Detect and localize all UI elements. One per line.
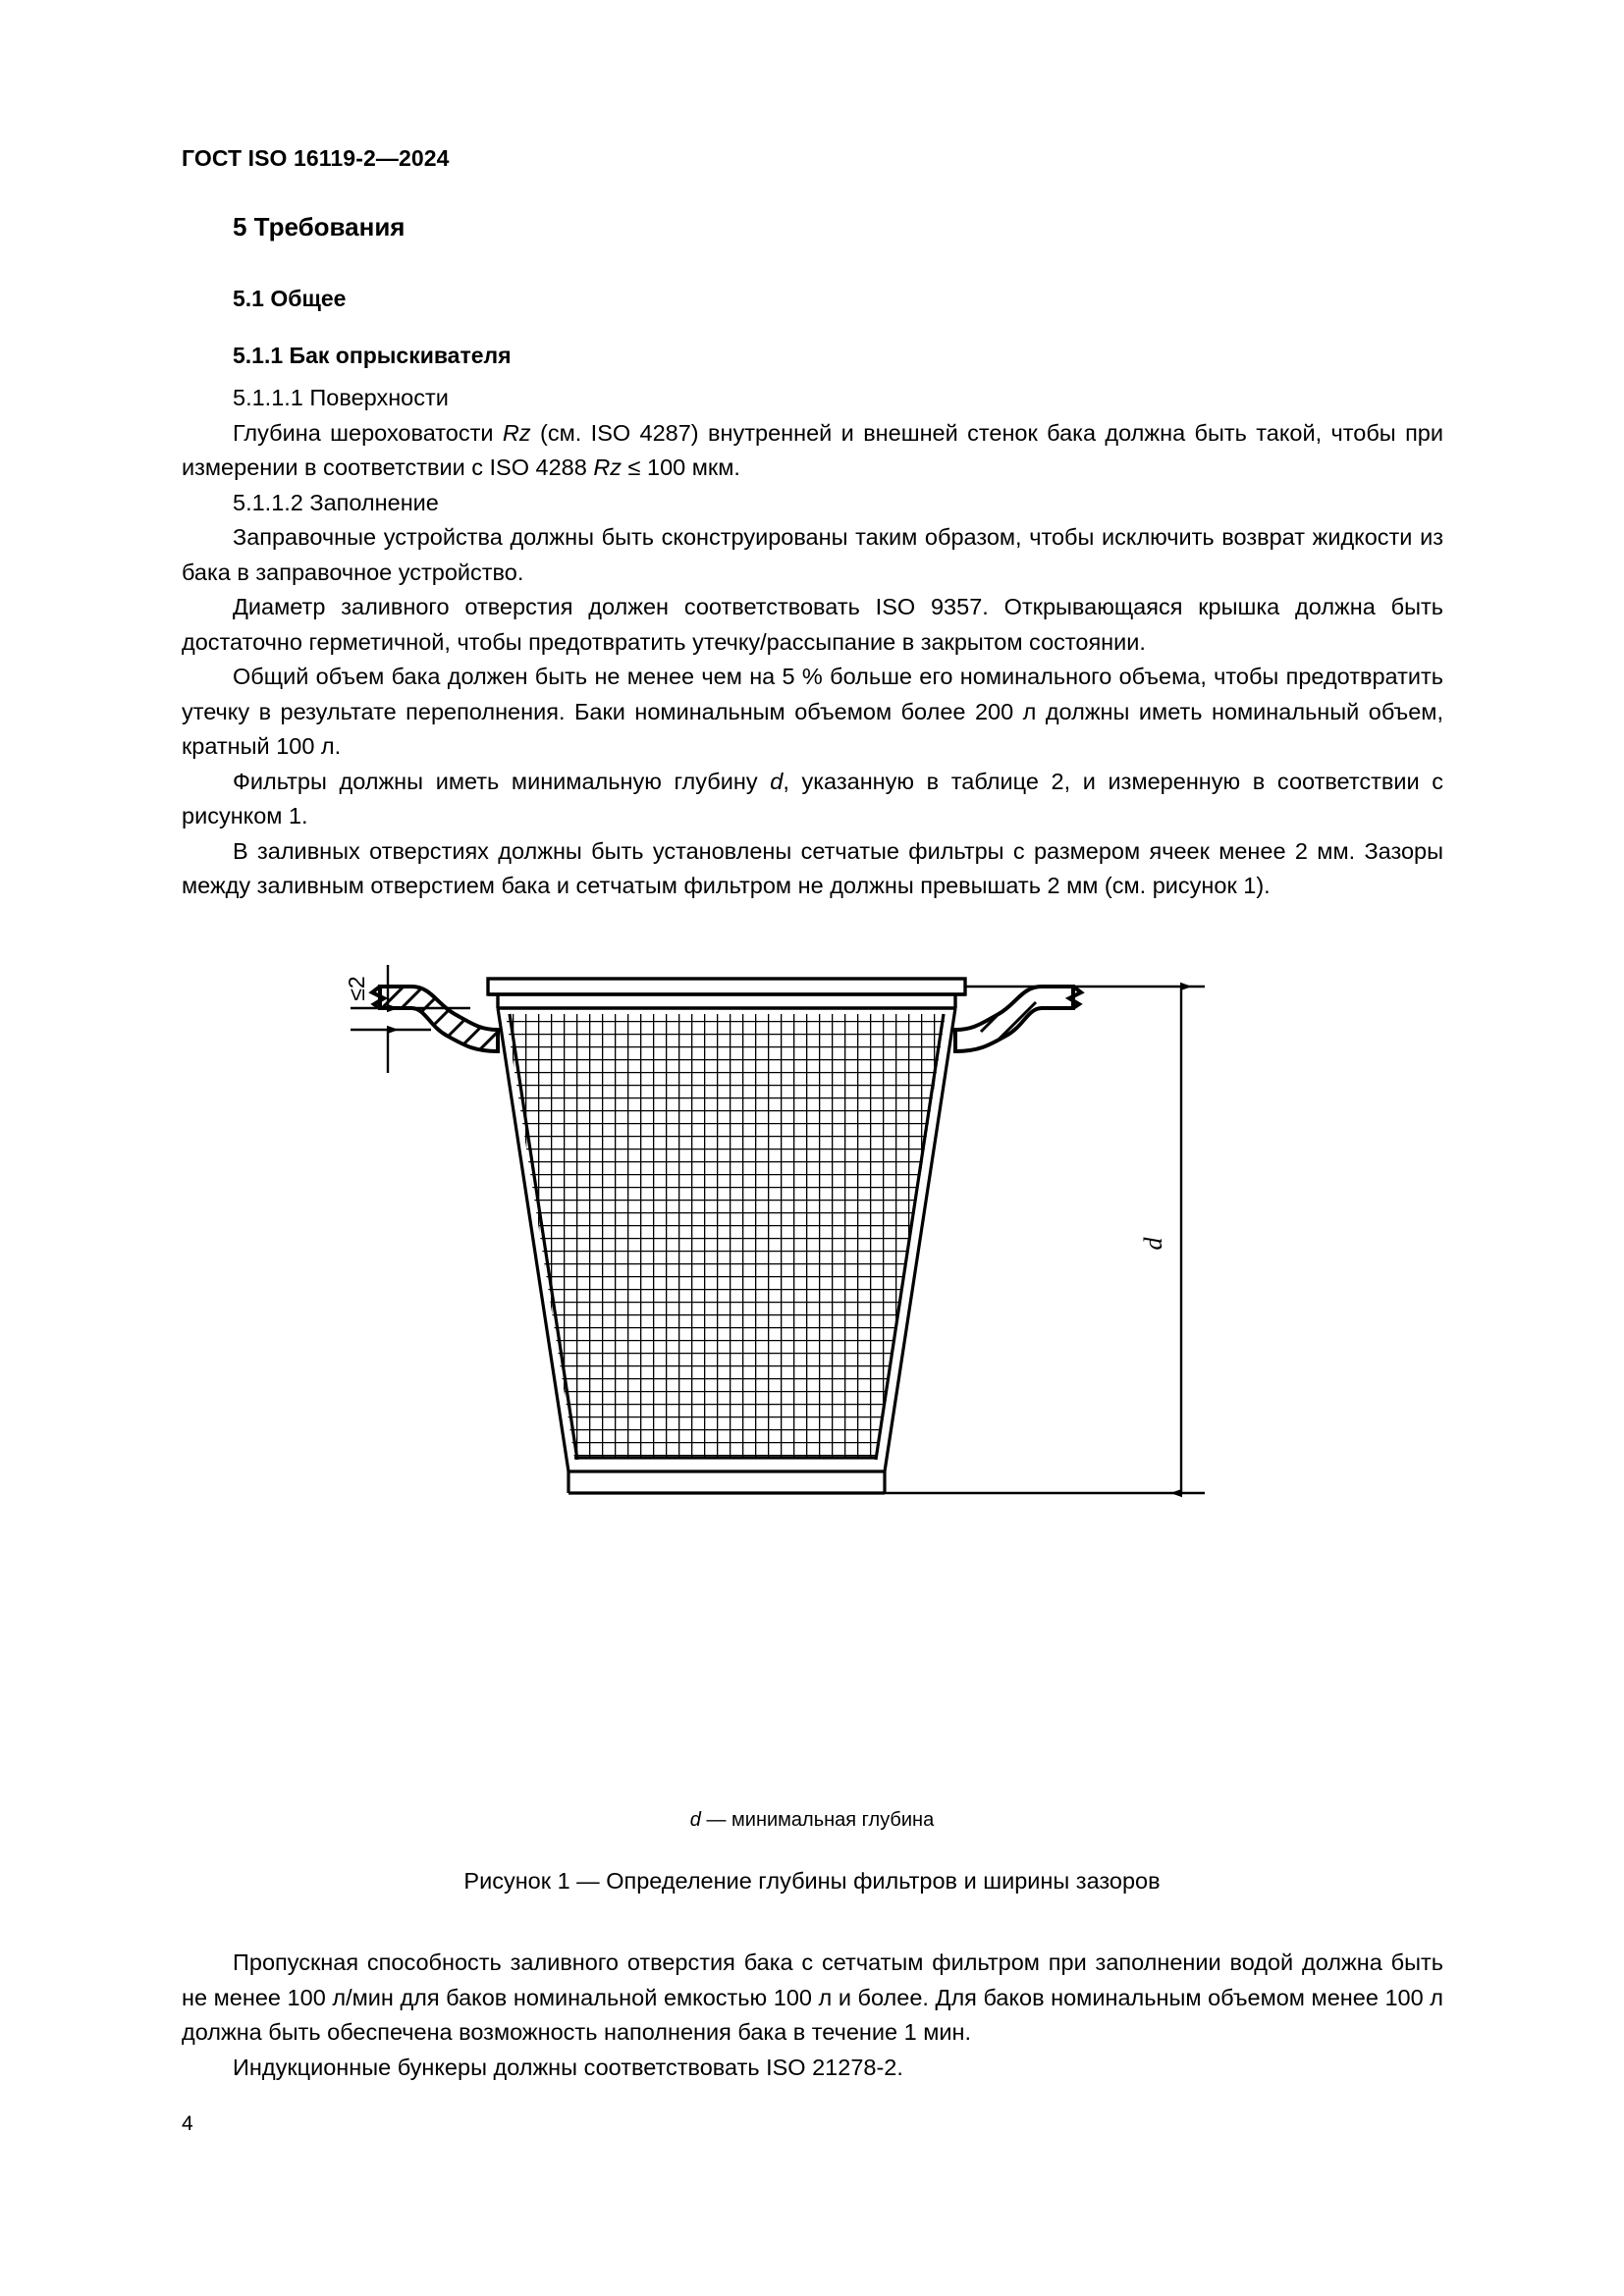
paragraph-surfaces (182, 416, 1443, 486)
running-header-standard-id: ГОСТ ISO 16119-2—2024 (182, 145, 450, 171)
paragraph-filter-depth-part-2: , указанную в таблице 2, и измеренную в соответствии с рисунком 1. (182, 768, 1443, 829)
paragraph-surfaces-part-2: (см. ISO 4287) внутренней и внешней стенок бака должна быть такой, чтобы при измерении в соответствии с ISO 4288 (182, 419, 1443, 481)
paragraph-filling-opening-diameter: Диаметр заливного отверстия должен соответствовать ISO 9357. Открывающаяся крышка должна быть достаточно герметичной, чтобы предотвратить утечку/рассыпание в закрытом состоянии. (182, 594, 1443, 655)
main-text-column-upper (182, 212, 1443, 904)
section-heading-5-1-1-1: 5.1.1.1 Поверхности (233, 385, 449, 411)
paragraph-surfaces-part-1: Глубина шероховатости (233, 419, 503, 446)
figure-key-dash: — (700, 1809, 732, 1831)
depth-dimension-label: d (1139, 1237, 1167, 1251)
main-text-column-lower (182, 1946, 1443, 2085)
paragraph-filter-depth-part-1: Фильтры должны иметь минимальную глубину (233, 768, 771, 794)
basket-bottom (568, 1458, 885, 1493)
paragraph-induction-hoppers: Индукционные бункеры должны соответствовать ISO 21278-2. (233, 2054, 903, 2080)
paragraph-flow-rate: Пропускная способность заливного отверстия бака с сетчатым фильтром при заполнении водой должна быть не менее 100 л/мин для баков номинальной емкостью 100 л и более. Для баков номинальным объемом менее 100 л должна быть обеспечена возможность наполнения бака в течение 1 мин. (182, 1949, 1443, 2045)
spacer (182, 313, 1443, 343)
symbol-d: d (770, 768, 784, 794)
paragraph-filling-devices: Заправочные устройства должны быть сконструированы таким образом, чтобы исключить возврат жидкости из бака в заправочное устройство. (182, 524, 1443, 585)
paragraph-filter-depth (182, 765, 1443, 834)
figure-1-drawing (0, 957, 1624, 1860)
page-number: 4 (182, 2112, 193, 2135)
tank-neck-right-section (949, 975, 1083, 1065)
symbol-rz-1: Rz (502, 419, 531, 446)
figure-key-text: минимальная глубина (731, 1809, 935, 1831)
section-heading-5-1-1-2: 5.1.1.2 Заполнение (233, 489, 439, 515)
symbol-rz-2: Rz (593, 454, 623, 481)
filter-rim-flange (488, 979, 965, 1008)
filter-basket-cross-section-svg (321, 957, 1303, 1546)
spacer (182, 242, 1443, 286)
paragraph-tank-total-volume: Общий объем бака должен быть не менее чем на 5 % больше его номинального объема, чтобы предотвратить утечку в результате переполнения. Баки номинальным объемом более 200 л должны иметь номинальный объем, кратный 100 л. (182, 664, 1443, 760)
figure-1-key (0, 1806, 1624, 1834)
figure-key-symbol: d (689, 1809, 701, 1831)
paragraph-mesh-filters: В заливных отверстиях должны быть установлены сетчатые фильтры с размером ячеек менее 2 мм. Зазоры между заливным отверстием бака и сетчатым фильтром не должны превышать 2 мм (см. рисунок 1). (182, 837, 1443, 899)
section-heading-5: 5 Требования (233, 212, 406, 241)
paragraph-surfaces-part-3: ≤ 100 мкм. (622, 454, 740, 481)
spacer (182, 369, 1443, 381)
gap-dimension-label: ≤2 (344, 976, 369, 1001)
figure-1-caption: Рисунок 1 — Определение глубины фильтров и ширины зазоров (463, 1868, 1161, 1894)
section-heading-5-1-1: 5.1.1 Бак опрыскивателя (233, 342, 512, 368)
section-heading-5-1: 5.1 Общее (233, 286, 347, 312)
